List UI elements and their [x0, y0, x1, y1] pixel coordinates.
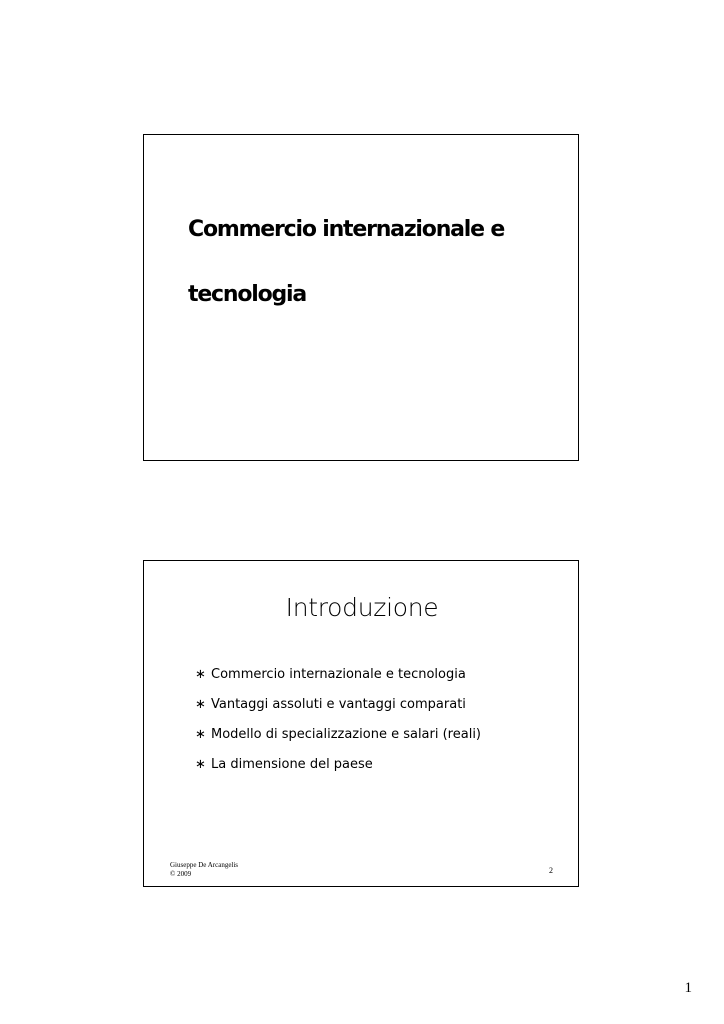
- copyright-text: © 2009: [170, 870, 192, 878]
- list-item: [195, 719, 481, 749]
- bullet-text: Vantaggi assoluti e vantaggi comparati: [211, 696, 466, 712]
- bullet-text: La dimensione del paese: [211, 756, 373, 772]
- asterisk-icon: ∗: [195, 696, 206, 712]
- slide-2: [143, 560, 579, 887]
- asterisk-icon: ∗: [195, 726, 206, 742]
- slide-title-line-1: Commercio internazionale e: [188, 217, 505, 242]
- bullet-text: Commercio internazionale e tecnologia: [211, 666, 466, 682]
- author-name: Giuseppe De Arcangelis: [170, 861, 239, 869]
- asterisk-icon: ∗: [195, 756, 206, 772]
- slide-number: 2: [549, 866, 553, 875]
- list-item: [195, 659, 481, 689]
- slide-title-line-2: tecnologia: [188, 282, 307, 307]
- bullet-list: [195, 659, 481, 779]
- asterisk-icon: ∗: [195, 666, 206, 682]
- list-item: [195, 689, 481, 719]
- page-number: 1: [684, 980, 692, 996]
- slide-heading: Introduzione: [285, 593, 439, 622]
- footer-author: [170, 861, 238, 879]
- bullet-text: Modello di specializzazione e salari (reali): [211, 726, 481, 742]
- slide-1: [143, 134, 579, 461]
- list-item: [195, 749, 481, 779]
